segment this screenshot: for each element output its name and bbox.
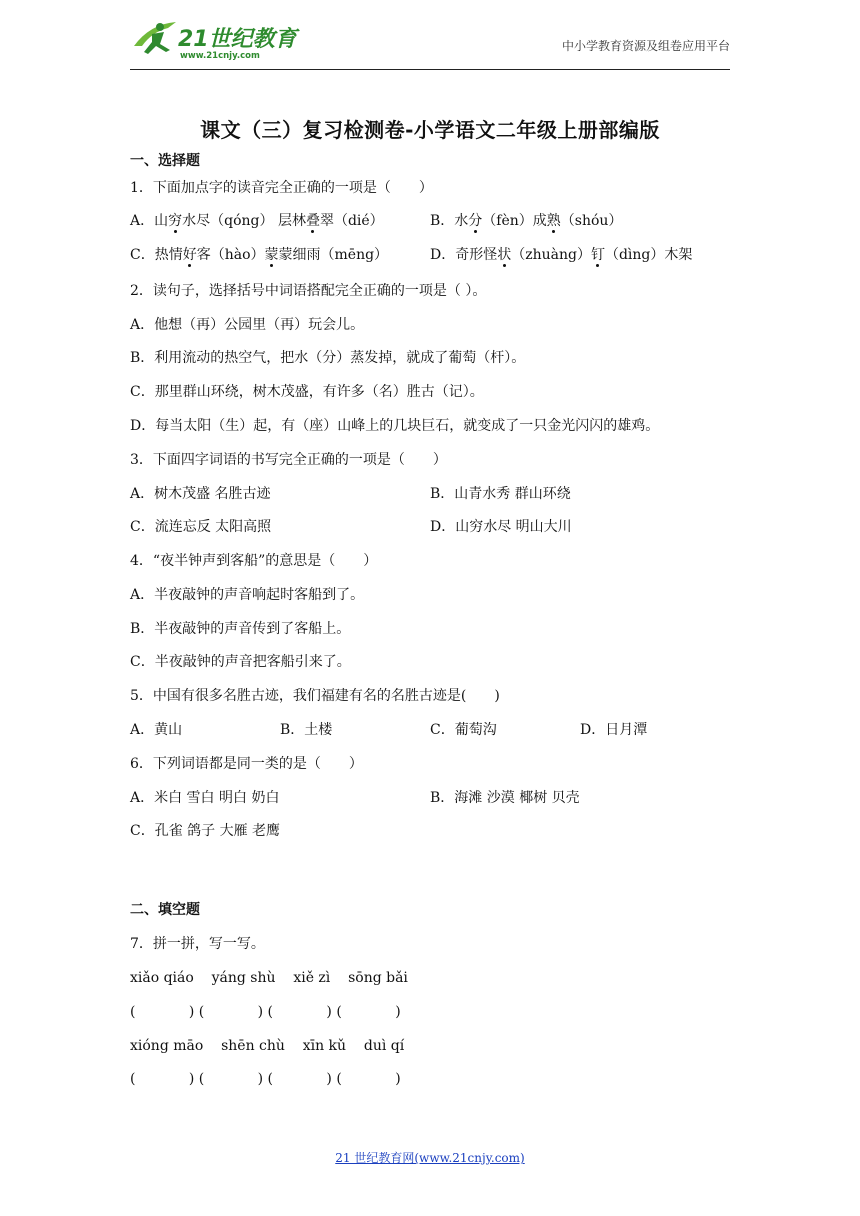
emphasis-dot: 状 [497, 247, 512, 263]
footer-link[interactable]: 21 世纪教育网(www.21cnjy.com) [335, 1151, 525, 1165]
q1-option-c: C．热情好客（hào）蒙蒙细雨（mēng） [130, 247, 389, 263]
emphasis-dot: 叠 [305, 213, 320, 229]
q2-option-b: B．利用流动的热空气，把水（分）蒸发掉，就成了葡萄（杆）。 [130, 350, 526, 366]
q1-stem: 1．下面加点字的读音完全正确的一项是（ ） [130, 180, 433, 196]
q1-option-d: D．奇形怪状（zhuàng）钉（dìng）木架 [430, 247, 693, 263]
q5-option-c: C．葡萄沟 [430, 722, 497, 738]
q6-option-a: A．米白 雪白 明白 奶白 [130, 790, 280, 806]
q7-pinyin-row1: xiǎo qiáo yáng shù xiě zì sōng bǎi [130, 970, 408, 986]
emphasis-dot: 熟 [546, 213, 561, 229]
platform-name: 中小学教育资源及组卷应用平台 [561, 39, 730, 53]
q2-stem: 2．读句子，选择括号中词语搭配完全正确的一项是（ ）。 [130, 283, 487, 299]
q6-option-c: C．孔雀 鸽子 大雁 老鹰 [130, 823, 281, 839]
section-choice: 一、选择题 [130, 153, 200, 169]
q2-option-c: C．那里群山环绕，树木茂盛，有许多（名）胜古（记）。 [130, 384, 484, 400]
q3-option-c: C．流连忘反 太阳高照 [130, 519, 272, 535]
q2-option-a: A．他想（再）公园里（再）玩会儿。 [130, 317, 365, 333]
q4-stem: 4．“夜半钟声到客船”的意思是（ ） [130, 553, 378, 569]
q5-option-d: D．日月潭 [580, 722, 648, 738]
emphasis-dot: 穷 [168, 213, 183, 229]
q4-option-c: C．半夜敲钟的声音把客船引来了。 [130, 654, 351, 670]
q6-stem: 6．下列词语都是同一类的是（ ） [130, 756, 363, 772]
q3-stem: 3．下面四字词语的书写完全正确的一项是（ ） [130, 452, 447, 468]
q1-option-b: B．水分（fèn）成熟（shóu） [430, 213, 623, 229]
q5-option-b: B．土楼 [280, 722, 333, 738]
q4-option-a: A．半夜敲钟的声音响起时客船到了。 [130, 587, 365, 603]
logo-21cnjy [130, 16, 300, 62]
emphasis-dot: 钉 [590, 247, 605, 263]
page-footer [0, 1149, 860, 1166]
q4-option-b: B．半夜敲钟的声音传到了客船上。 [130, 621, 351, 637]
q7-pinyin-row2: xióng māo shēn chù xīn kǔ duì qí [130, 1038, 405, 1054]
q5-option-a: A．黄山 [130, 722, 183, 738]
q5-stem: 5．中国有很多名胜古迹，我们福建有名的名胜古迹是( ) [130, 688, 500, 704]
section-fill: 二、填空题 [130, 902, 200, 918]
q3-option-a: A．树木茂盛 名胜古迹 [130, 486, 271, 502]
q7-blanks-row1: ( ) ( ) ( ) ( ) [130, 1004, 401, 1020]
emphasis-dot: 分 [468, 213, 483, 229]
emphasis-dot: 蒙 [264, 247, 279, 263]
page-title: 课文（三）复习检测卷-小学语文二年级上册部编版 [200, 118, 660, 142]
q7-blanks-row2: ( ) ( ) ( ) ( ) [130, 1071, 401, 1087]
q1-option-a: A．山穷水尽（qóng） 层林叠翠（dié） [130, 213, 384, 229]
q7-stem: 7．拼一拼，写一写。 [130, 936, 265, 952]
emphasis-dot: 好 [182, 247, 197, 263]
q6-option-b: B．海滩 沙漠 椰树 贝壳 [430, 790, 580, 806]
logo-text: 21世纪教育 [178, 27, 297, 52]
page-header [130, 10, 730, 70]
q3-option-d: D．山穷水尽 明山大川 [430, 519, 572, 535]
q2-option-d: D．每当太阳（生）起，有（座）山峰上的几块巨石，就变成了一只金光闪闪的雄鸡。 [130, 418, 660, 434]
header-divider [130, 69, 730, 70]
logo-url: www.21cnjy.com [180, 51, 260, 61]
q3-option-b: B．山青水秀 群山环绕 [430, 486, 571, 502]
